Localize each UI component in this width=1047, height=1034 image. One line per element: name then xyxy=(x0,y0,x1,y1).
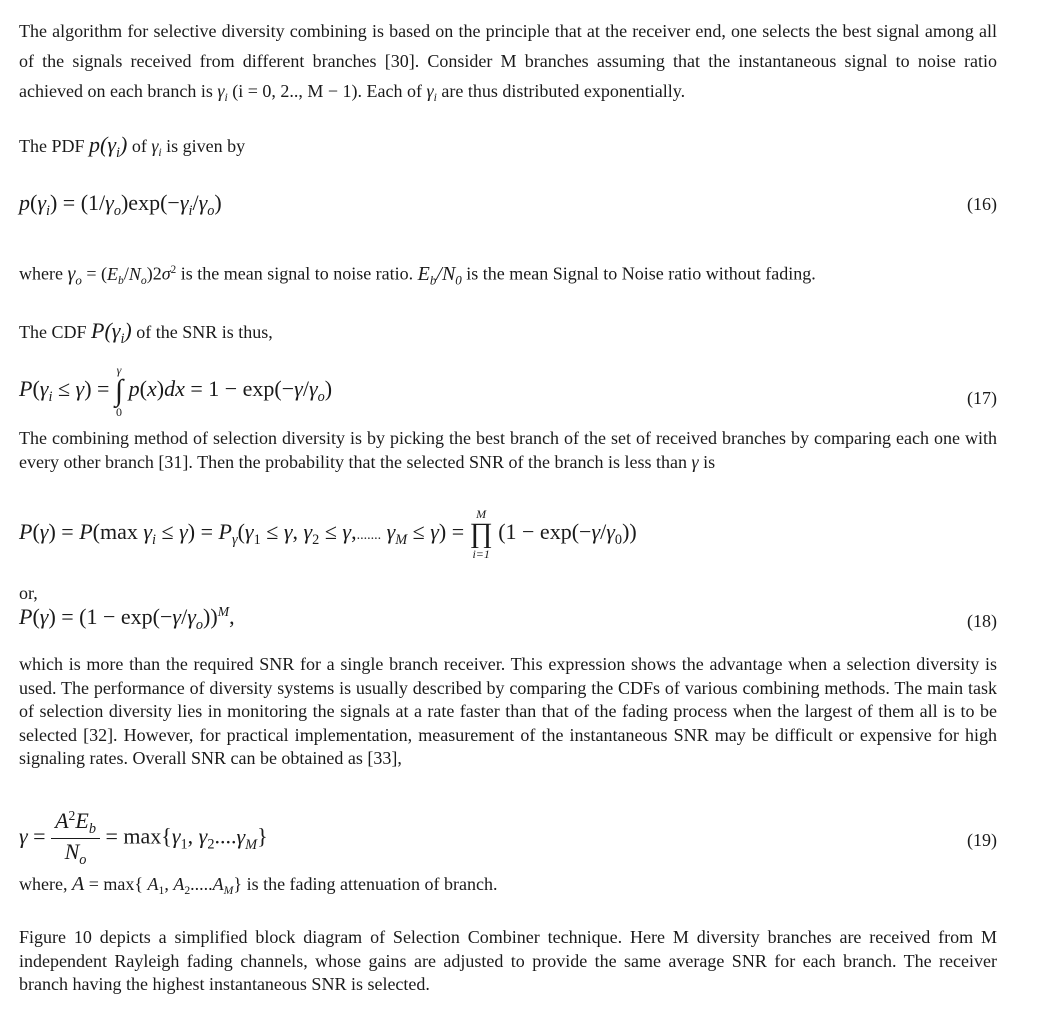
paragraph-text: The algorithm for selective diversity combining is based on the principle that at the receiver end, one selects the best signal among all of the signals received from different branches [30]. Consider M branches assuming that the instantaneous signal to noise ratio achieved on each branch is xyxy=(19,21,997,101)
paragraph-advantage: which is more than the required SNR for a single branch receiver. This expression shows the advantage when a selection diversity is used. The performance of diversity systems is usually described by comparing the CDFs of various combining methods. The main task of selection diversity lies in monitoring the signals at a rate faster than that of the fading process when the largest of them all is to be selected [32]. However, for practical implementation, measurement of the instantaneous SNR may be difficult or expensive for high signaling rates. Overall SNR can be obtained as [33], xyxy=(19,654,997,768)
equation-16-number: (16) xyxy=(967,194,997,214)
equation-16 xyxy=(19,190,997,230)
paragraph-where-fading: where, A = max{ $A_1$, $A_2.....A_M$} is the fading attenuation of branch. xyxy=(19,873,498,898)
equation-18-body: $P(\gamma) = (1 - \exp(-\gamma/\gamma_o))^M$, xyxy=(19,604,235,634)
equation-product xyxy=(19,508,997,578)
equation-18-number: (18) xyxy=(967,611,997,631)
index-range-text: (i = 0, 2.., M − 1). Each of xyxy=(232,81,423,101)
or-label: or, xyxy=(19,583,38,603)
paragraph-figure-10: Figure 10 depicts a simplified block diagram of Selection Combiner technique. Here M diversity branches are received from M independent Rayleigh fading channels, whose gains are adjusted to provide the same average SNR for each branch. The receiver branch having the highest instantaneous SNR is selected. xyxy=(19,927,997,994)
product-limits: M ∏ i=1 xyxy=(469,507,493,561)
equation-16-body: $p(\gamma_i) = (1/\gamma_o)\exp(-\gamma_i/\gamma_o)$ xyxy=(19,190,222,219)
paragraph-selective-diversity: The algorithm for selective diversity combining is based on the principle that at the receiver end, one selects the best signal among all of the signals received from different branches [30]. Consider M branches assuming that the instantaneous signal to noise ratio achieved on each branch is $\gamma_i$ (i = 0, 2.., M − 1). Each of $\gamma_i$ are thus distributed exponentially. xyxy=(19,21,997,105)
equation-19 xyxy=(19,808,997,876)
paragraph-text-end: are thus distributed exponentially. xyxy=(441,81,686,101)
equation-17-body: $P(\gamma_i \le \gamma)$ = γ ∫ 0 $p(x)dx = 1 - \exp(-\gamma/\gamma_o)$ xyxy=(19,363,333,419)
cdf-intro: The CDF $P(\gamma_i)$ of the SNR is thus, xyxy=(19,318,273,347)
paragraph-where-mean: where $\gamma_o = (E_b/N_o)2\sigma^2$ is the mean signal to noise ratio. $E_b/N_0$ is the mean Signal to Noise ratio without fading. xyxy=(19,262,816,288)
equation-19-number: (19) xyxy=(967,830,997,850)
equation-product-body: P(γ) = P(max $\gamma_i \le \gamma) = P_\gamma(\gamma_1 \le \gamma$, $\gamma_2 \le \gamma$,....... $\gamma_M \le \gamma$) = M ∏ i=1 $(1 - \exp(-\gamma/\gamma_0))$ xyxy=(19,507,637,561)
paragraph-combining-method: The combining method of selection diversity is by picking the best branch of the set of received branches by comparing each one with every other branch [31]. Then the probability that the selected SNR of the branch is less than γ is xyxy=(19,428,997,472)
fraction: $\frac{A^2E_b}{N_o}$ xyxy=(51,808,100,869)
integral-limits: γ ∫ 0 xyxy=(114,363,124,419)
equation-18 xyxy=(19,604,997,644)
equation-17 xyxy=(19,356,997,434)
pdf-intro: The PDF $p(\gamma_i)$ of $\gamma_i$ is given by xyxy=(19,132,246,161)
equation-19-body: γ = $\frac{A^2E_b}{N_o}$ = $\max\{\gamma_1$, $\gamma_2....\gamma_M$} xyxy=(19,808,268,869)
equation-17-number: (17) xyxy=(967,388,997,408)
